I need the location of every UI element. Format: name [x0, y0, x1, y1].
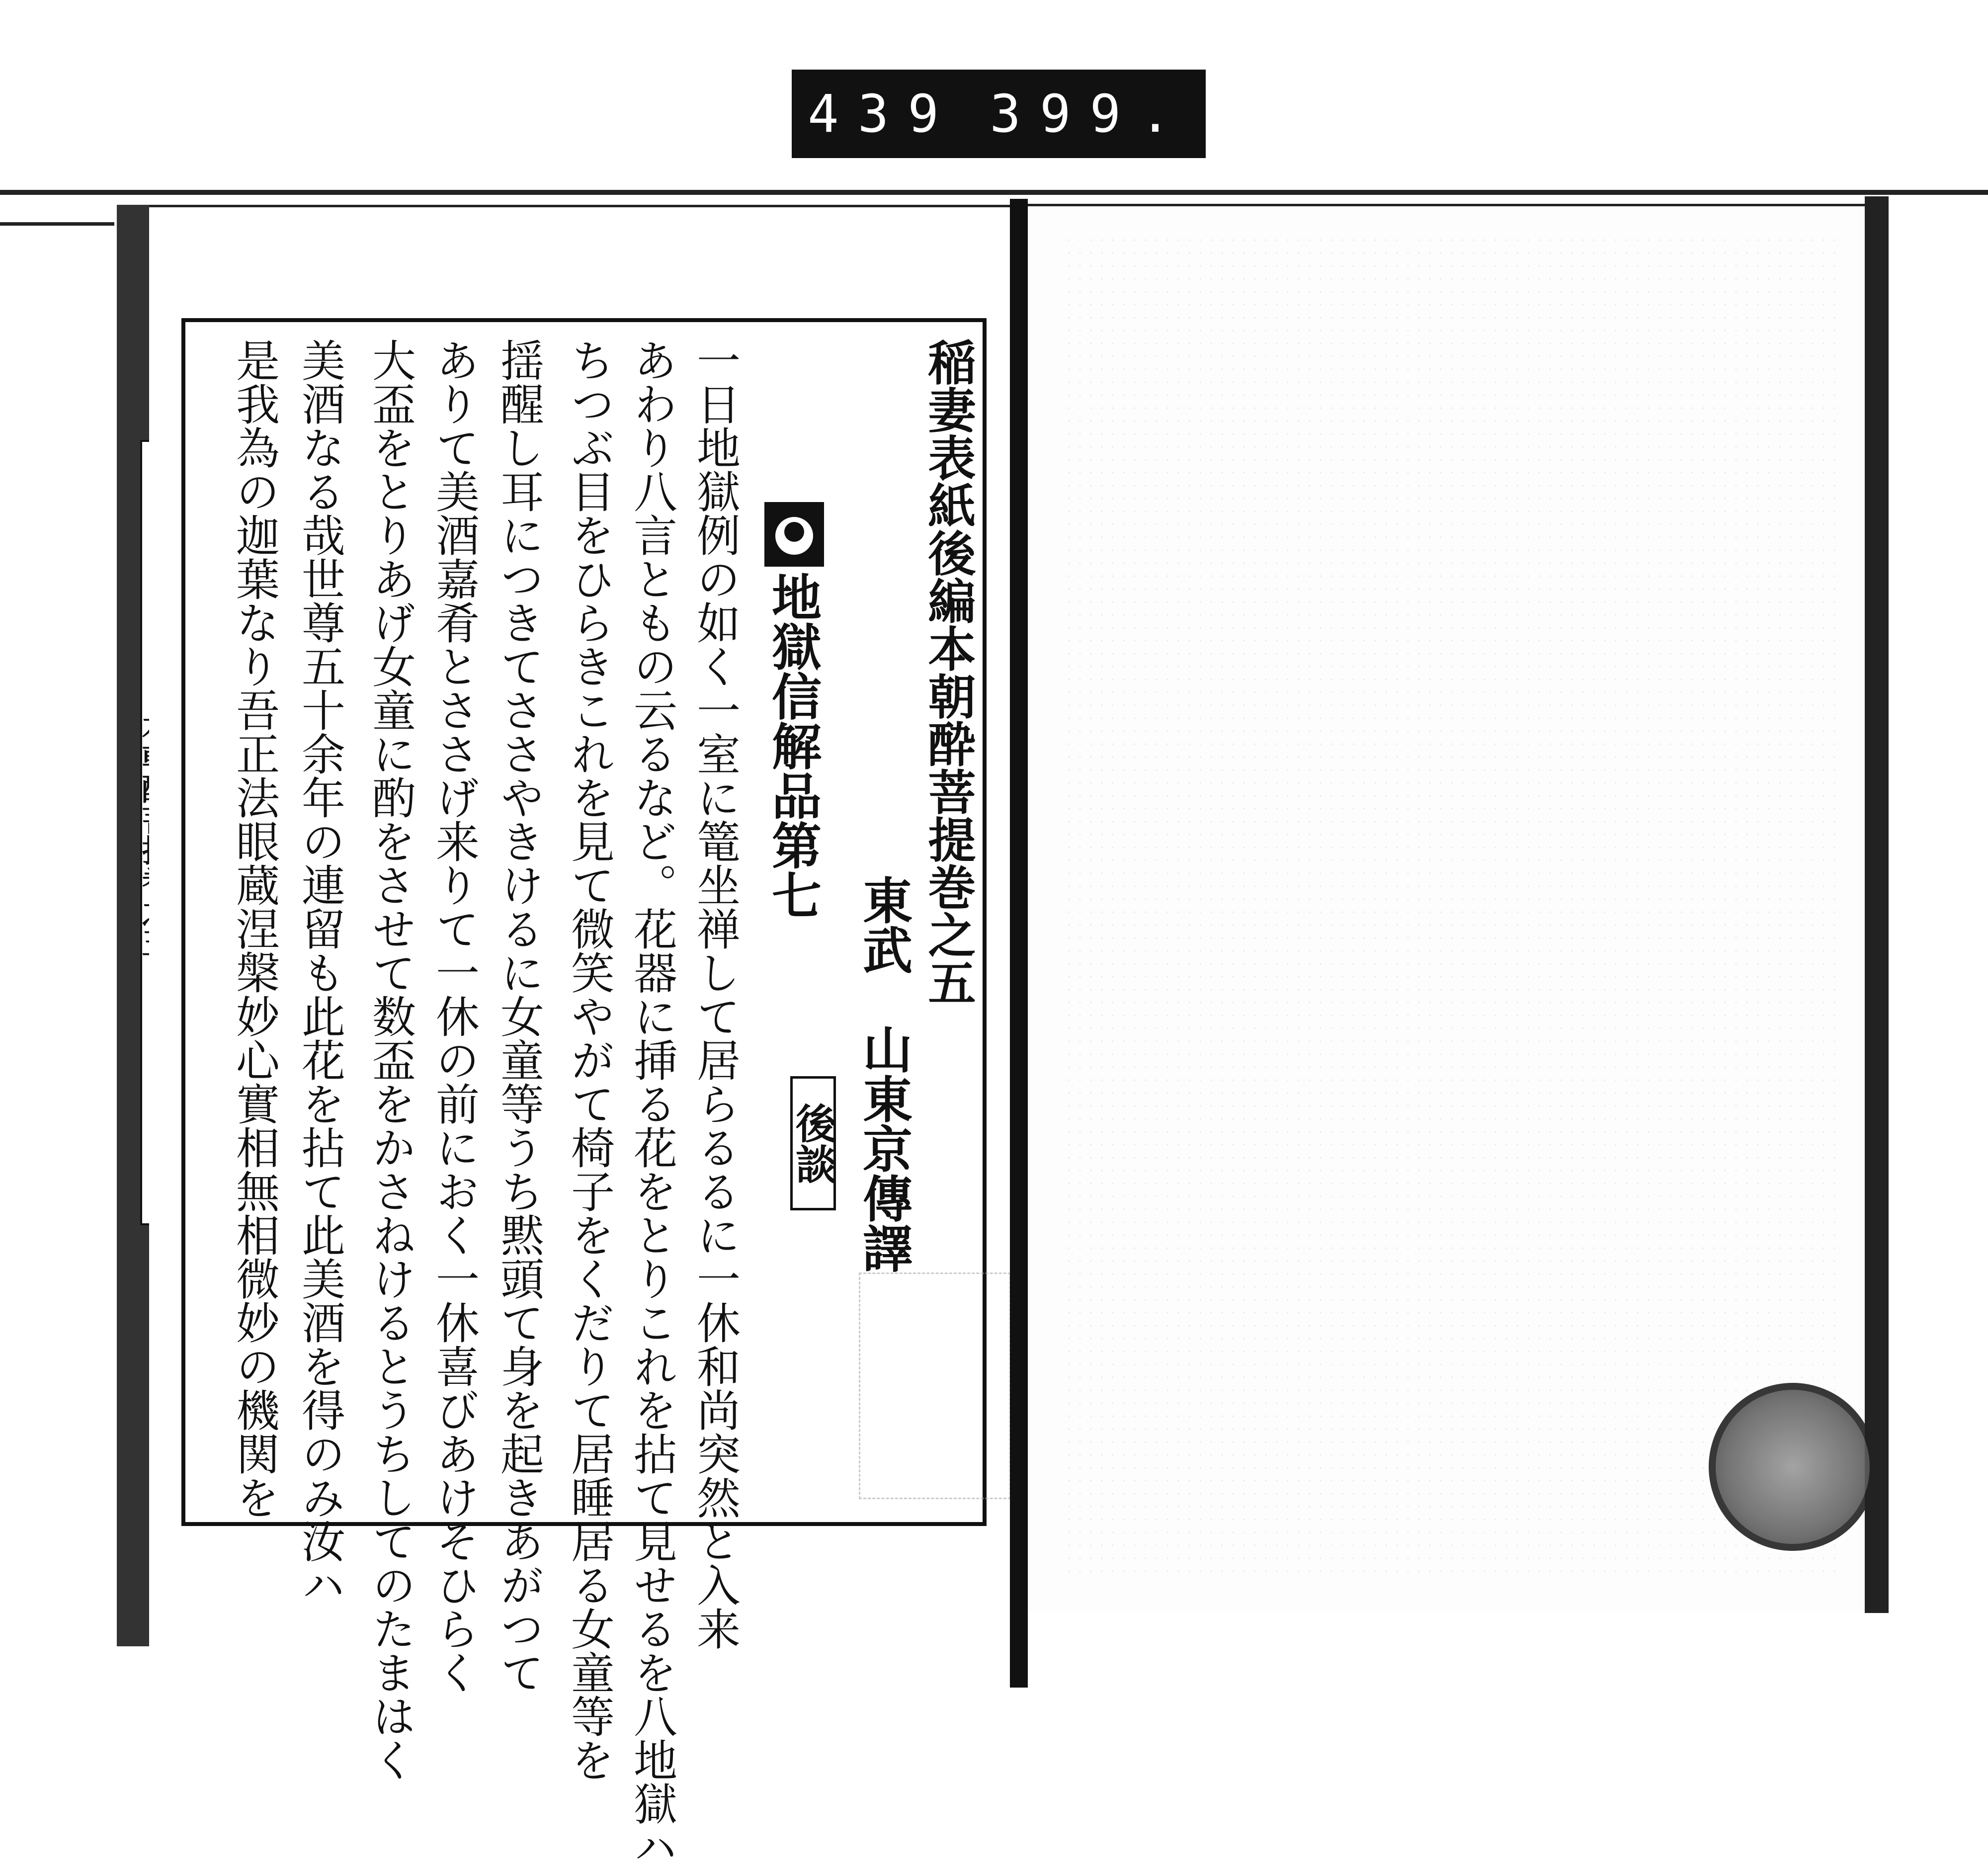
body-line-1: 一日地獄例の如く一室に篭坐禅して居らるるに一休和尚突然と入来: [690, 338, 741, 1650]
catalog-number-left: 439: [808, 84, 958, 144]
page-gutter: [1010, 199, 1028, 1688]
catalog-number-right: 399.: [990, 84, 1190, 144]
author-credit: 東武 山東京傳譯: [854, 875, 913, 1273]
body-line-2: あわり八言ともの云るなど。花器に挿る花をとりこれを拈て見せるを八地獄ハ: [627, 338, 678, 1869]
chapter-mark-icon: [764, 502, 824, 567]
chapter-heading: 地獄信解品第七: [763, 572, 822, 920]
body-line-5: ありて美酒嘉肴とささげ来りて一休の前におく一休喜びあけそひらく: [429, 338, 480, 1694]
right-page-edge: [1865, 196, 1889, 1613]
book-title: 稲妻表紙後編本朝酔菩提巻之五: [920, 338, 977, 1006]
body-line-7: 美酒なる哉世尊五十余年の連留も此花を拈て此美酒を得のみ汝ハ: [295, 338, 346, 1607]
catalog-number-label: [792, 70, 1206, 158]
body-line-3: ちつぶ目をひらきこれを見て微笑やがて椅子をくだりて居睡居る女童等を: [564, 338, 615, 1782]
top-rule: [0, 190, 1988, 195]
faint-library-stamp: [859, 1273, 1011, 1499]
body-line-4: 揺醒し耳につきてささやきけるに女童等うち黙頭て身を起きあがつて: [494, 338, 545, 1694]
top-rule-secondary: [0, 222, 114, 226]
body-line-8: 是我為の迦葉なり吾正法眼蔵涅槃妙心實相無相微妙の機関を: [229, 338, 280, 1519]
section-tag: 後談: [790, 1076, 836, 1210]
paper-texture: [1064, 234, 1839, 1576]
round-seal-stamp: [1709, 1383, 1877, 1551]
body-line-6: 大盃をとりあげ女童に酌をさせて数盃をかさねけるとうちしてのたまはく: [365, 338, 416, 1782]
